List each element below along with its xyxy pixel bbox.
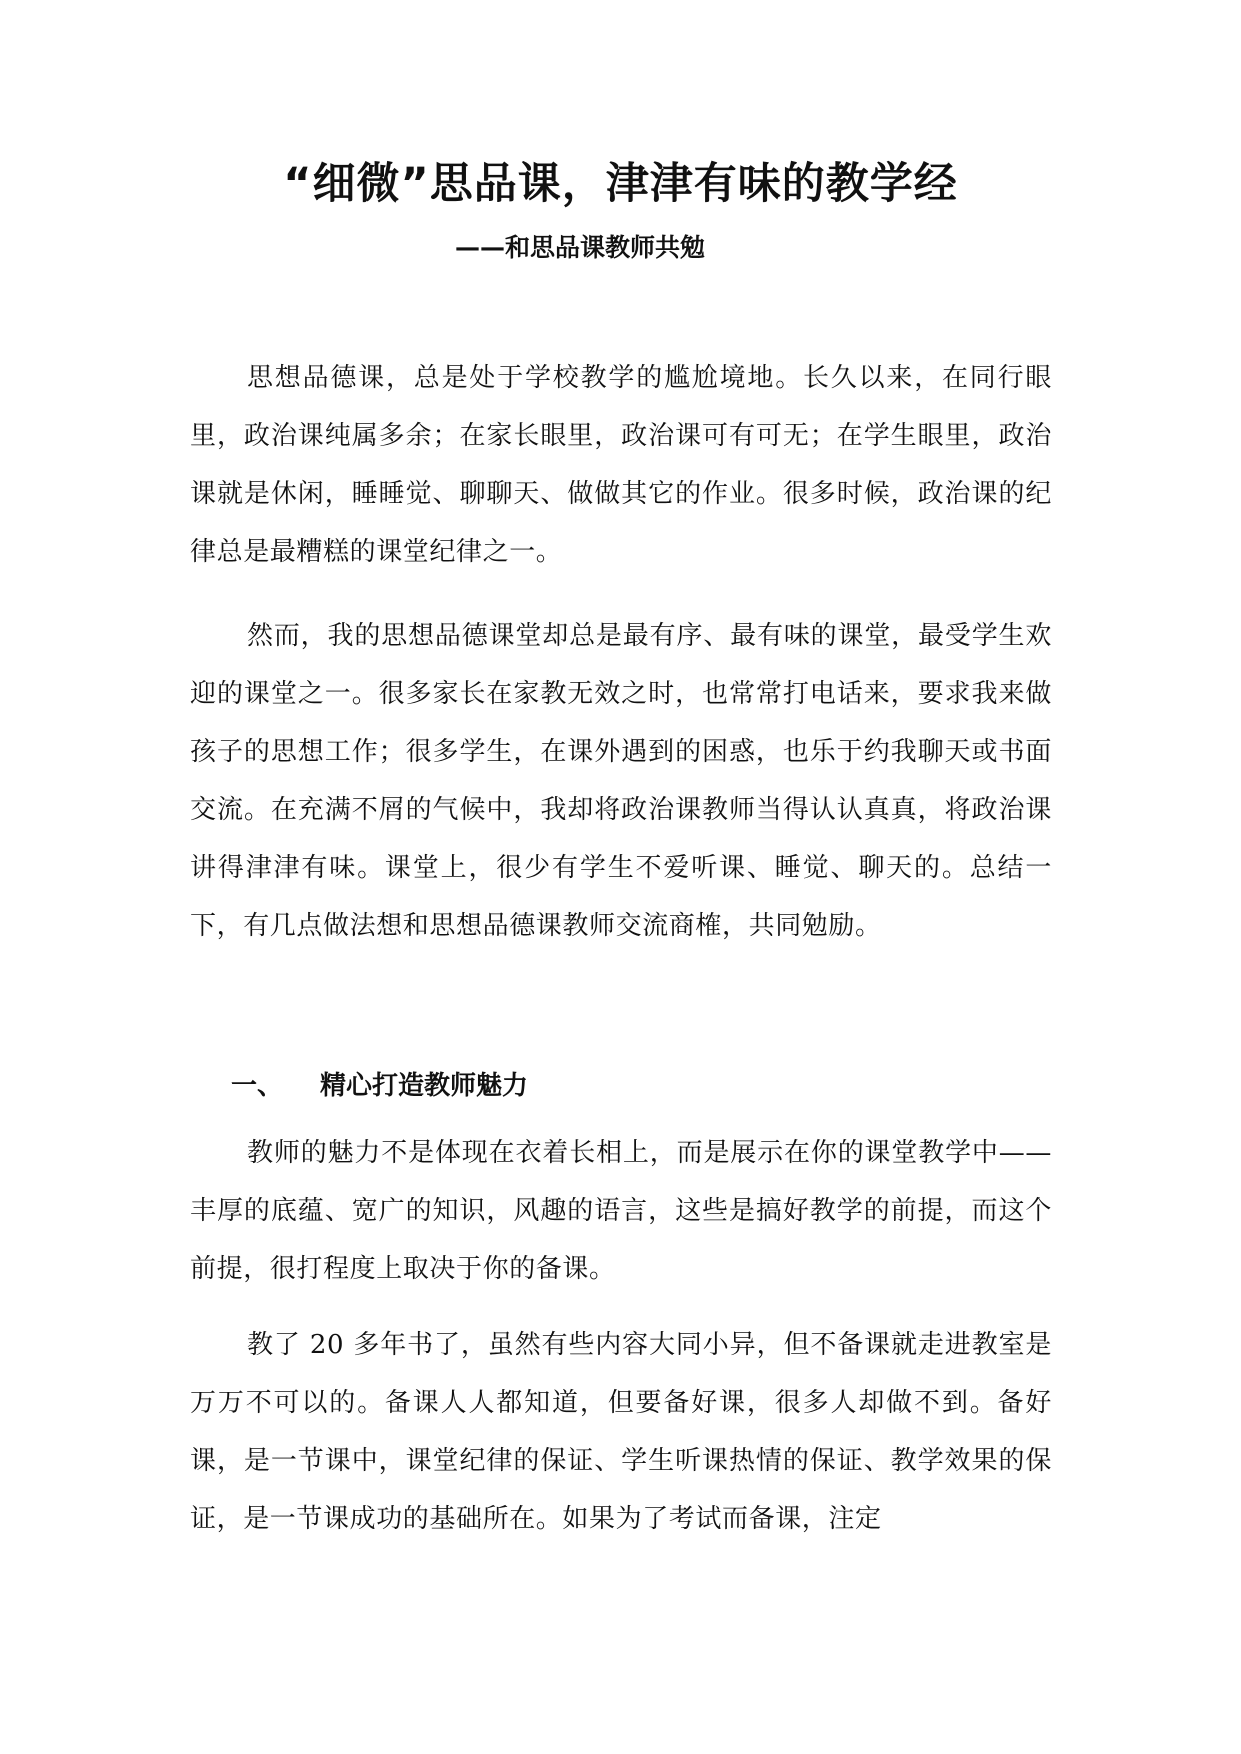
paragraph-4: 教了 20 多年书了，虽然有些内容大同小异，但不备课就走进教室是万万不可以的。备课人人都知道，但要备好课，很多人却做不到。备好课，是一节课中，课堂纪律的保证、学生听课热情的保证、教学效果的保证，是一节课成功的基础所在。如果为了考试而备课，注定 [190,1330,1052,1534]
document-title: “细微”思品课，津津有味的教学经 [283,159,958,209]
paragraph-3: 教师的魅力不是体现在衣着长相上，而是展示在你的课堂教学中——丰厚的底蕴、宽广的知识，风趣的语言，这些是搞好教学的前提，而这个前提，很打程度上取决于你的备课。 [190,1138,1052,1284]
section-heading-number: 一、 [231,1071,284,1101]
section-heading-1 [231,1066,528,1106]
paragraph-2: 然而，我的思想品德课堂却总是最有序、最有味的课堂，最受学生欢迎的课堂之一。很多家长在家教无效之时，也常常打电话来，要求我来做孩子的思想工作；很多学生，在课外遇到的困惑，也乐于约我聊天或书面交流。在充满不屑的气候中，我却将政治课教师当得认认真真，将政治课讲得津津有味。课堂上，很少有学生不爱听课、睡觉、聊天的。总结一下，有几点做法想和思想品德课教师交流商榷，共同勉励。 [190,621,1052,941]
section-heading-text: 精心打造教师魅力 [320,1071,529,1101]
paragraph-1: 思想品德课，总是处于学校教学的尴尬境地。长久以来，在同行眼里，政治课纯属多余；在家长眼里，政治课可有可无；在学生眼里，政治课就是休闲，睡睡觉、聊聊天、做做其它的作业。很多时候，政治课的纪律总是最糟糕的课堂纪律之一。 [190,363,1052,567]
document-subtitle: ——和思品课教师共勉 [455,233,706,262]
